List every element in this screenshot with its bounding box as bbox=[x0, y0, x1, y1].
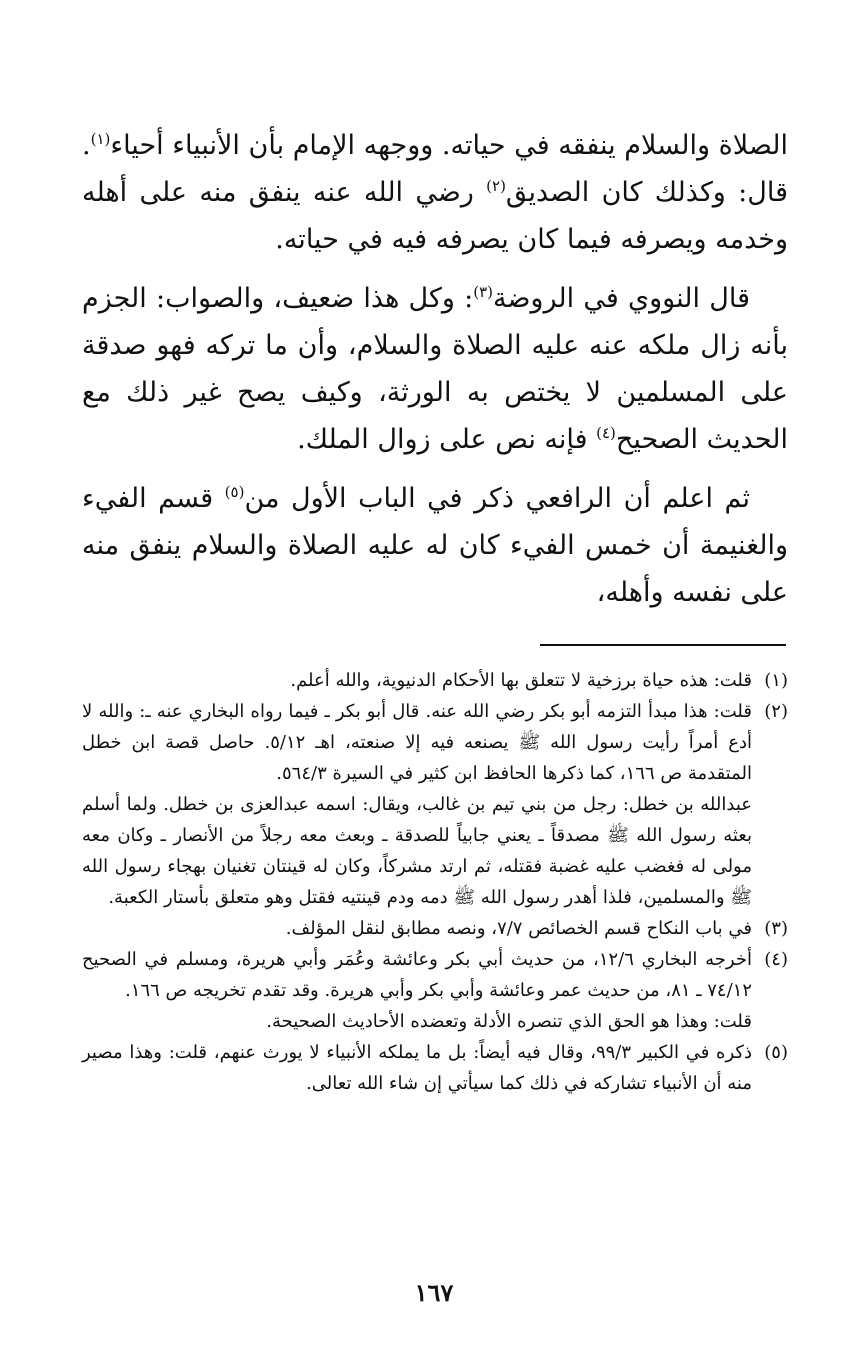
footnote-text: في باب النكاح قسم الخصائص ٧/٧، ونصه مطابق لنقل المؤلف. bbox=[285, 918, 752, 939]
paragraph-2 bbox=[82, 275, 788, 463]
page-number: ١٦٧ bbox=[414, 1278, 454, 1307]
paragraph-3-text-a: ثم اعلم أن الرافعي ذكر في الباب الأول من bbox=[244, 483, 750, 514]
footnote-body bbox=[82, 913, 752, 944]
footnote-number: (٣) bbox=[764, 918, 788, 939]
paragraph-3-text-b: قسم الفيء والغنيمة أن خمس الفيء كان له عليه الصلاة والسلام ينفق منه على نفسه وأهله، bbox=[82, 483, 788, 608]
footnote-separator bbox=[540, 644, 786, 646]
footnote-body bbox=[82, 1037, 752, 1099]
footnote-3 bbox=[82, 913, 788, 944]
paragraph-2-text-c: فإنه نص على زوال الملك. bbox=[297, 424, 597, 455]
footnote-text: ذكره في الكبير ٩٩/٣، وقال فيه أيضاً: بل ما يملكه الأنبياء لا يورث عنهم، قلت: وهذا مصير منه أن الأنبياء تشاركه في ذلك كما سيأتي إن شاء الله تعالى. bbox=[82, 1042, 752, 1094]
footnote-ref-2[interactable]: (٢) bbox=[486, 177, 506, 195]
paragraph-1-text-a: الصلاة والسلام ينفقه في حياته. ووجهه الإمام بأن الأنبياء أحياء bbox=[110, 130, 788, 161]
paragraph-1-text-b: . قال: وكذلك كان الصديق bbox=[82, 130, 788, 208]
footnote-text: عبدالله بن خطل: رجل من بني تيم بن غالب، ويقال: اسمه عبدالعزى بن خطل. ولما أسلم بعثه رسول الله ﷺ مصدقاً ـ يعني جابياً للصدقة ـ وبعث معه رجلاً من الأنصار ـ وكان معه مولى له فغضب عليه غضبة فقتله، ثم ارتد مشركاً، وكان له قينتان تغنيان بهجاء رسول الله ﷺ والمسلمين، فلذا أهدر رسول الله ﷺ دمه ودم قينتيه فقتل وهو متعلق بأستار الكعبة. bbox=[82, 794, 752, 908]
paragraph-2-text-b: : وكل هذا ضعيف، والصواب: الجزم بأنه زال ملكه عنه عليه الصلاة والسلام، وأن ما تركه فهو صدقة على المسلمين لا يختص به الورثة، وكيف يصح غير ذلك مع الحديث الصحيح bbox=[82, 283, 788, 455]
paragraph-2-text-a: قال النووي في الروضة bbox=[493, 283, 750, 314]
footnote-ref-3[interactable]: (٣) bbox=[473, 283, 494, 301]
footnote-number: (٢) bbox=[764, 701, 788, 722]
paragraph-3 bbox=[82, 475, 788, 616]
footnotes bbox=[82, 665, 788, 1099]
footnote-text: قلت: هذه حياة برزخية لا تتعلق بها الأحكام الدنيوية، والله أعلم. bbox=[290, 670, 752, 691]
footnote-ref-1[interactable]: (١) bbox=[90, 130, 111, 148]
footnote-body bbox=[82, 696, 752, 913]
footnote-ref-4[interactable]: (٤) bbox=[596, 424, 616, 442]
footnote-text: قلت: هذا مبدأ التزمه أبو بكر رضي الله عنه. قال أبو بكر ـ فيما رواه البخاري عنه ـ: والله لا أدع أمراً رأيت رسول الله ﷺ يصنعه فيه إلا صنعته، اهـ ٥/١٢. حاصل قصة ابن خطل المتقدمة ص ١٦٦، كما ذكرها الحافظ ابن كثير في السيرة ٥٦٤/٣. bbox=[82, 701, 752, 784]
paragraph-1 bbox=[82, 122, 788, 263]
footnote-text: أخرجه البخاري ١٢/٦، من حديث أبي بكر وعائشة وعُمَر وأبي هريرة، ومسلم في الصحيح ٧٤/١٢ ـ ٨١، من حديث عمر وعائشة وأبي بكر وأبي هريرة. وقد تقدم تخريجه ص ١٦٦. bbox=[82, 949, 752, 1001]
paragraph-1-text-c: رضي الله عنه ينفق منه على أهله وخدمه ويصرفه فيما كان يصرفه فيه في حياته. bbox=[82, 177, 788, 255]
footnote-number: (١) bbox=[764, 670, 788, 691]
footnote-ref-5[interactable]: (٥) bbox=[224, 483, 245, 501]
footnote-body bbox=[82, 944, 752, 1037]
footnote-text: قلت: وهذا هو الحق الذي تنصره الأدلة وتعضده الأحاديث الصحيحة. bbox=[266, 1011, 752, 1032]
footnote-2 bbox=[82, 696, 788, 913]
footnote-4 bbox=[82, 944, 788, 1037]
footnote-body bbox=[82, 665, 752, 696]
footnote-5 bbox=[82, 1037, 788, 1099]
footnote-number: (٤) bbox=[764, 949, 788, 970]
footnote-1 bbox=[82, 665, 788, 696]
footnote-number: (٥) bbox=[764, 1042, 788, 1063]
main-text bbox=[82, 122, 788, 628]
